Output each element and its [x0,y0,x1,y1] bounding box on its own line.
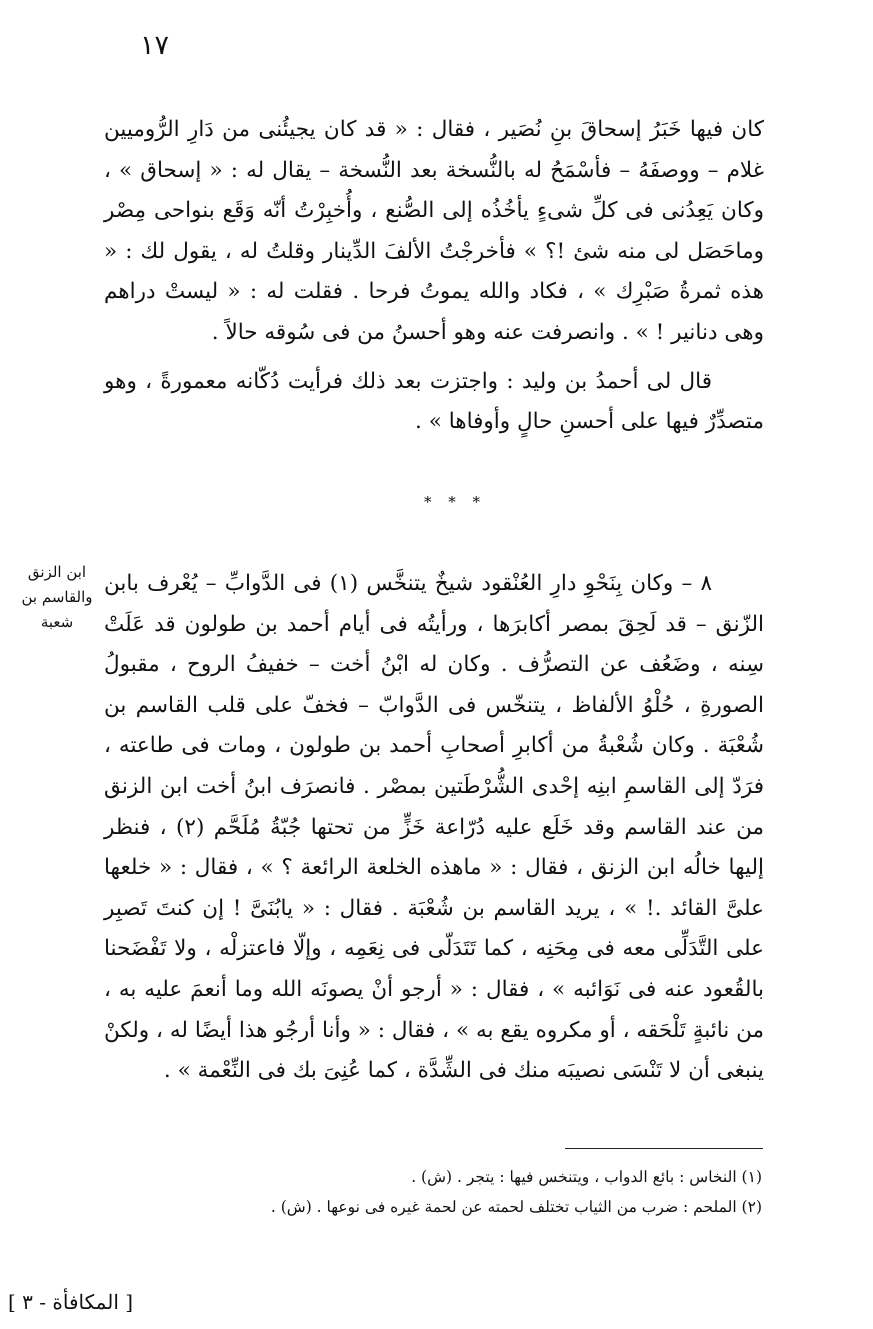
margin-note-line: والقاسم بن [21,588,93,606]
margin-note [16,560,98,635]
top-text-block [104,110,764,443]
margin-note-line: ابن الزنق [27,563,87,581]
signature-mark: [ المكافأة - ٣ ] [8,1290,134,1314]
footnotes [150,1162,762,1222]
paragraph: كان فيها خَبَرُ إسحاقَ بنِ نُصَير ، فقال : « قد كان يجيئُنى من دَارِ الرُّوميين غلام – ووصفَهُ – فأسْمَحُ له بالنُّسخة بعد النُّسخة – يقال له : « إسحاق » ، وكان يَعِدُنى فى كلِّ شىءٍ يأخُذُه إلى الصُّنع ، وأُخبِرْتُ أنّه وَقَع بنواحى مِصْر وماحَصَل لى منه شئ !؟ » فأخرجْتُ الألفَ الدِّينار وقلتُ له ، يقول لك : « هذه ثمرةُ صَبْرِك » ، فكاد والله يموتُ فرحا . فقلت له : « ليستْ دراهم وهى دنانير ! » . وانصرفت عنه وهو أحسنُ من فى سُوقه حالاً . [104,117,764,345]
section-separator: * * * [423,493,487,511]
main-text-block [104,564,764,1092]
footnote: (١) النخاس : بائع الدواب ، ويتنخس فيها : يتجر . (ش) . [411,1168,762,1186]
page-number: ١٧ [140,30,170,61]
footnote: (٢) الملحم : ضرب من الثياب تختلف لحمته عن لحمة غيره فى نوعها . (ش) . [270,1198,762,1216]
footnote-divider [565,1148,763,1149]
margin-note-line: شعبة [40,613,74,631]
paragraph: ٨ – وكان بِنَحْوِ دارِ العُنْقود شيخٌ يتنخَّس (١) فى الدَّوابِّ – يُعْرف بابن الزّنق – قد لَحِقَ بمصر أكابرَها ، ورأيتُه فى أيام أحمد بن طولون قد عَلَتْ سِنه ، وضَعُف عن التصرُّف . وكان له ابْنُ أخت – خفيفُ الروح ، مقبولُ الصورةِ ، حُلْوُ الألفاظ ، يتنخّس فى الدَّوابّ – فخفّ على قلب القاسم بن شُعْبَة . وكان شُعْبةُ من أكابرِ أصحابِ أحمد بن طولون ، ومات فى طاعته ، فرَدّ إلى القاسمِ ابنِه إحْدى الشُّرْطَتين بمصْر . فانصرَف ابنُ أخت ابن الزنق من عند القاسم وقد خَلَع عليه دُرّاعة خَزٍّ من تحتها جُبّةُ مُلَحَّم (٢) ، فنظر إليها خالُه ابن الزنق ، فقال : « ماهذه الخلعة الرائعة ؟ » ، فقال : « خلعها علىَّ القائد .! » ، يريد القاسم بن شُعْبَة . فقال : « يابُنَىَّ ! إن كنتَ تَصبِر على التَّدَلِّى معه فى مِحَنِه ، كما تَتَدَلّى فى نِعَمِه ، وإلّا فاعتزلْه ، ولا تَفْضَحنا بالقُعود عنه فى نَوَائبه » ، فقال : « أرجو أنْ يصونَه الله وما أنعمَ عليه به ، من نائبةٍ تَلْحَقه ، أو مكروه يقع به » ، فقال : « وأنا أرجُو هذا أيضًا له ، ولكنْ ينبغى أن لا تَنْسَى نصيبَه منك فى الشِّدَّة ، كما عُنِىَ بك فى النِّعْمة » . [104,571,764,1084]
paragraph: قال لى أحمدُ بن وليد : واجتزت بعد ذلك فرأيت دُكّانه معمورةً ، وهو متصدِّرٌ فيها على أحسنِ حالٍ وأوفاها » . [104,368,764,435]
